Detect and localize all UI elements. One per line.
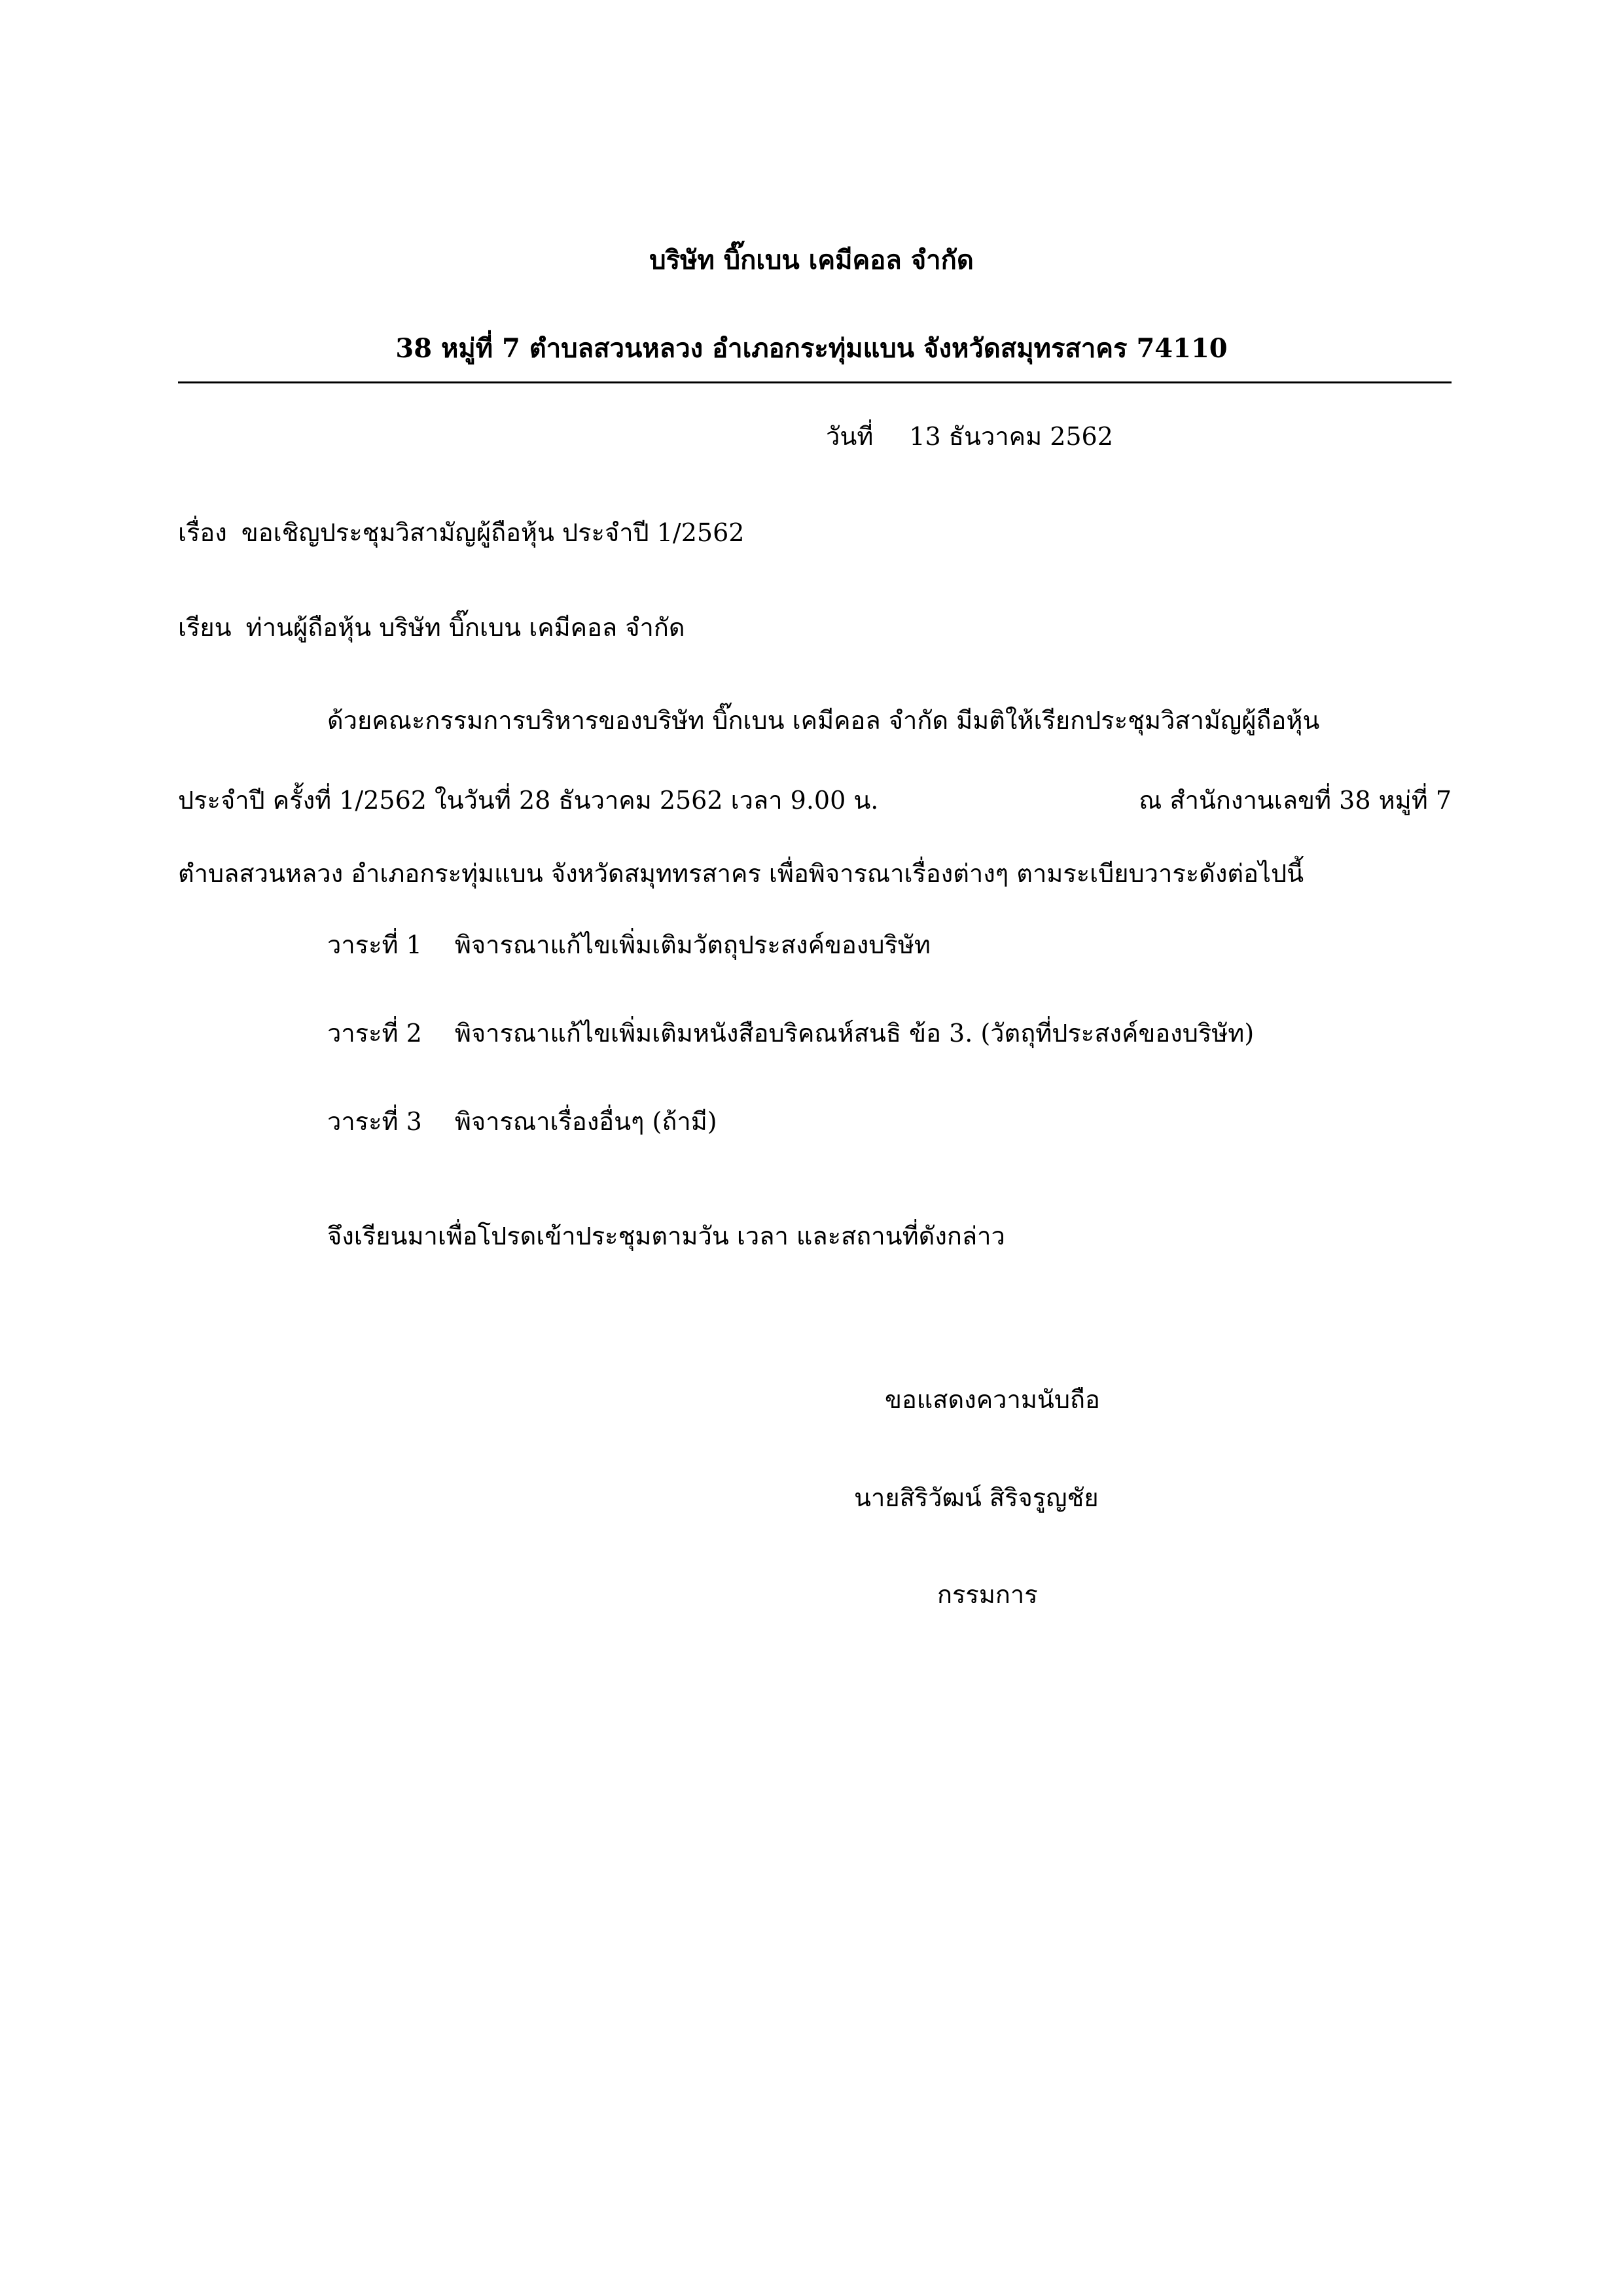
body-paragraph-line-3: ตำบลสวนหลวง อำเภอกระทุ่มแบน จังหวัดสมุททรสาคร เพื่อพิจารณาเรื่องต่างๆ ตามระเบียบวาระดังต่อไปนี้ — [178, 859, 1304, 888]
header-divider — [178, 381, 1452, 383]
recipient-line — [178, 615, 685, 640]
agenda-text: พิจารณาเรื่องอื่นๆ (ถ้ามี) — [454, 1107, 717, 1136]
closing-statement: จึงเรียนมาเพื่อโปรดเข้าประชุมตามวัน เวลา และสถานที่ดังกล่าว — [327, 1222, 1005, 1250]
signature-closing: ขอแสดงความนับถือ — [885, 1385, 1100, 1414]
signature-title: กรรมการ — [937, 1580, 1038, 1609]
agenda-item — [327, 932, 931, 957]
agenda-text: พิจารณาแก้ไขเพิ่มเติมวัตถุประสงค์ของบริษัท — [454, 930, 931, 959]
meeting-location: ณ สำนักงานเลขที่ 38 หมู่ที่ 7 — [1139, 786, 1452, 815]
agenda-label: วาระที่ 1 — [327, 930, 422, 959]
company-address: 38 หมู่ที่ 7 ตำบลสวนหลวง อำเภอกระทุ่มแบน จังหวัดสมุทรสาคร 74110 — [395, 333, 1228, 364]
meeting-datetime: ประจำปี ครั้งที่ 1/2562 ในวันที่ 28 ธันวาคม 2562 เวลา 9.00 น. — [178, 786, 879, 815]
subject-line — [178, 520, 744, 545]
body-paragraph-line-2 — [178, 788, 1452, 813]
date-line — [826, 424, 1113, 449]
agenda-label: วาระที่ 3 — [327, 1107, 422, 1136]
date-value: 13 ธันวาคม 2562 — [909, 422, 1113, 451]
date-label: วันที่ — [826, 422, 874, 451]
signature-name: นายสิริวัฒน์ สิริจรูญชัย — [854, 1483, 1099, 1512]
body-paragraph-line-1: ด้วยคณะกรรมการบริหารของบริษัท บิ๊กเบน เคมีคอล จำกัด มีมติให้เรียกประชุมวิสามัญผู้ถือหุ้น — [327, 706, 1320, 735]
recipient-label: เรียน — [178, 613, 232, 642]
agenda-label: วาระที่ 2 — [327, 1019, 422, 1048]
company-name: บริษัท บิ๊กเบน เคมีคอล จำกัด — [649, 245, 974, 275]
agenda-item — [327, 1021, 1254, 1046]
subject-text: ขอเชิญประชุมวิสามัญผู้ถือหุ้น ประจำปี 1/2562 — [241, 518, 745, 547]
subject-label: เรื่อง — [178, 518, 227, 547]
agenda-item — [327, 1109, 717, 1134]
recipient-text: ท่านผู้ถือหุ้น บริษัท บิ๊กเบน เคมีคอล จำกัด — [245, 613, 685, 642]
agenda-text: พิจารณาแก้ไขเพิ่มเติมหนังสือบริคณห์สนธิ ข้อ 3. (วัตถุที่ประสงค์ของบริษัท) — [454, 1019, 1255, 1048]
